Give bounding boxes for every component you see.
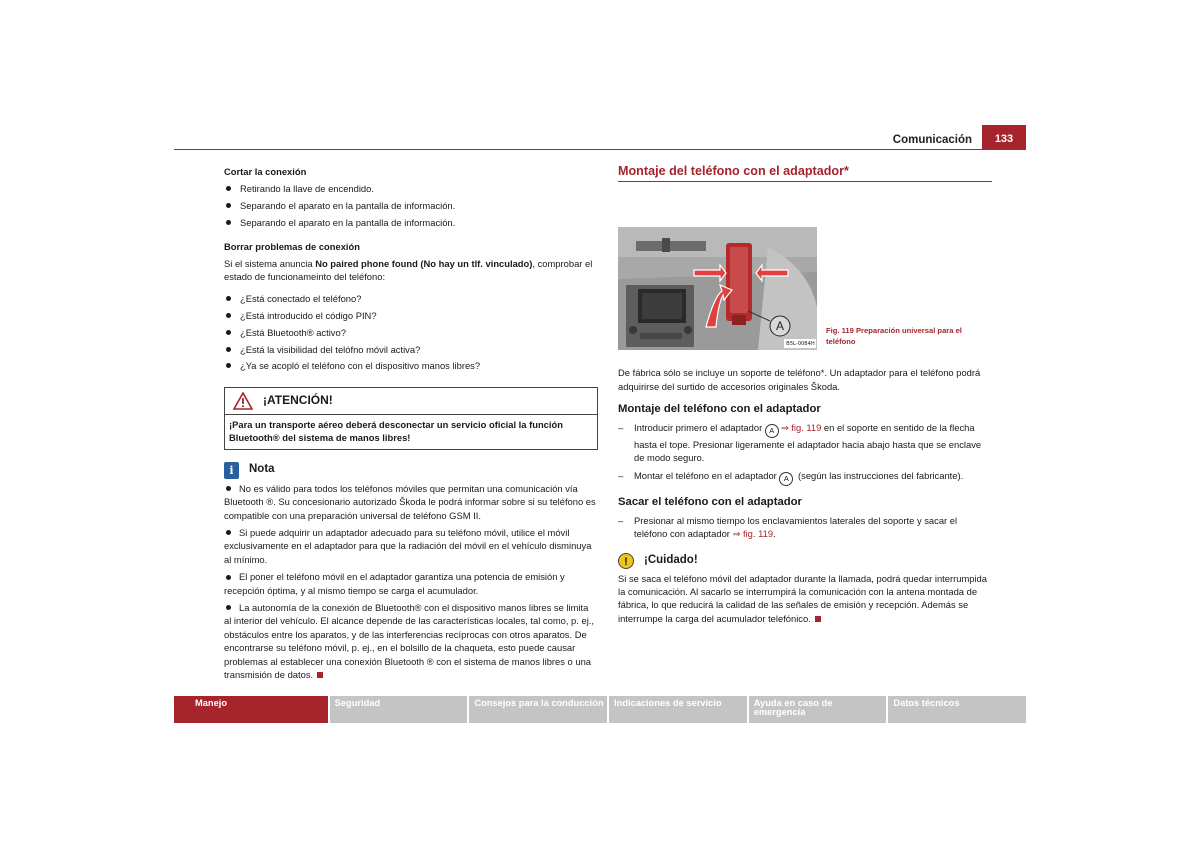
figure-label-a: A [775, 319, 784, 334]
caution-text: Si se saca el teléfono móvil del adaptador durante la llamada, podrá quedar interrumpida la comunicación. Al sacarlo se interrumpirá la comunicación con la antena montada de fábrica, lo que reducirá la calidad de las señales de emisión y recepción. Además se interrumpe la carga del acumulador telefónico. [618, 572, 987, 624]
tab-manejo[interactable]: Manejo [174, 696, 328, 723]
info-icon: i [224, 462, 239, 479]
note-item: La autonomía de la conexión de Bluetooth® con el dispositivo manos libres se limita al interior del vehículo. El alcance depende de las características locales, tal como, p. ej., obstáculos entre los aparatos, y de las interferencias recíprocas con otros aparatos. De encontrarse su teléfono móvil, p. ej., en el bolsillo de la chaqueta, esto puede causar problemas al establecer una conexión Bluetooth ® con el sistema de manos libres o una transmisión de datos. [224, 601, 594, 680]
tab-seguridad[interactable]: Seguridad [330, 696, 468, 723]
tab-ayuda[interactable]: Ayuda en caso de emergencia [749, 696, 887, 723]
borrar-title: Borrar problemas de conexión [224, 240, 360, 252]
left-column [224, 165, 598, 689]
cortar-list [224, 182, 598, 229]
warning-title: ¡ATENCIÓN! [263, 393, 333, 408]
tab-datos[interactable]: Datos técnicos [888, 696, 1026, 723]
sacar-title: Sacar el teléfono con el adaptador [618, 496, 802, 509]
list-item: ¿Está introducido el código PIN? [224, 309, 598, 322]
sacar-step: – Presionar al mismo tiempo los enclavamientos laterales del soporte y sacar el teléfono con adaptador ⇒ fig. 119. [618, 514, 992, 541]
header-rule [174, 149, 1026, 150]
figure [618, 195, 992, 351]
note-list [224, 482, 598, 682]
warning-box [224, 387, 598, 450]
figure-link[interactable]: ⇒ fig. 119 [780, 421, 822, 433]
chapter-tabs [174, 696, 1026, 723]
list-item: ¿Está conectado el teléfono? [224, 292, 598, 305]
section-rule [618, 181, 992, 182]
running-header-title: Comunicación [892, 134, 972, 146]
figure-link[interactable]: ⇒ fig. 119 [732, 528, 774, 540]
caution-header [618, 553, 992, 569]
warning-text: ¡Para un transporte aéreo deberá desconectar un servicio oficial la función Bluetooth® del sistema de manos libres! [229, 418, 563, 444]
note-item: El poner el teléfono móvil en el adaptador garantiza una potencia de emisión y recepción óptima, y al mismo tiempo se carga el acumulador. [224, 571, 565, 596]
check-list [224, 292, 598, 373]
montaje-title: Montaje del teléfono con el adaptador [618, 403, 821, 416]
section-title: Montaje del teléfono con el adaptador* [618, 164, 849, 178]
list-item: ¿Está la visibilidad del telófno móvil activa? [224, 343, 598, 356]
figure-code: B5L-0084H [786, 341, 815, 348]
label-a-icon: A [765, 424, 779, 438]
note-item: No es válido para todos los teléfonos móviles que permitan una comunicación vía Bluetooth ®. Su concesionario autorizado Škoda le podrá informar sobre si su teléfono es compatible con una preparación universal de teléfono GSM II. [224, 482, 596, 521]
list-item: Separando el aparato en la pantalla de información. [224, 216, 598, 229]
sacar-steps [618, 514, 992, 541]
figure-caption: Fig. 119 Preparación universal para el teléfono [826, 326, 962, 346]
label-a-icon: A [779, 472, 793, 486]
right-column [618, 165, 992, 630]
warning-header [225, 388, 597, 415]
intro-paragraph: De fábrica sólo se incluye un soporte de teléfono*. Un adaptador para el teléfono podrá adquirirse del surtido de accesorios originales Škoda. [618, 367, 981, 392]
list-item: ¿Ya se acopló el teléfono con el dispositivo manos libres? [224, 359, 598, 372]
montaje-step-2: – Montar el teléfono en el adaptador A (según las instrucciones del fabricante). [618, 469, 992, 486]
list-item: ¿Está Bluetooth® activo? [224, 326, 598, 339]
caution-title: ¡Cuidado! [644, 553, 698, 566]
note-item: Si puede adquirir un adaptador adecuado para su teléfono móvil, utilice el móvil exclusivamente en el adaptador para que la radiación del móvil en el vehículo disminuya al mínimo. [224, 526, 592, 565]
montaje-step-1: – Introducir primero el adaptador A ⇒ fig. 119 en el soporte en sentido de la flecha hasta el tope. Presionar ligeramente el adaptador hacia abajo hasta que se enclave de modo seguro. [618, 421, 992, 465]
montaje-steps [618, 421, 992, 487]
list-item: Separando el aparato en la pantalla de información. [224, 199, 598, 212]
borrar-intro: Si el sistema anuncia No paired phone found (No hay un tlf. vinculado), comprobar el estado de funcionameinto del teléfono: [224, 258, 593, 283]
tab-indicaciones[interactable]: Indicaciones de servicio [609, 696, 747, 723]
end-marker-icon [815, 616, 821, 622]
end-marker-icon [317, 672, 323, 678]
tab-consejos[interactable]: Consejos para la conducción [469, 696, 607, 723]
note-header [224, 462, 598, 479]
cortar-title: Cortar la conexión [224, 166, 307, 177]
note-title: Nota [249, 463, 275, 476]
phone-adapter-illustration [618, 227, 817, 350]
caution-icon: ! [618, 553, 634, 569]
page-number: 133 [982, 125, 1026, 150]
warning-triangle-icon [233, 392, 253, 410]
list-item: Retirando la llave de encendido. [224, 182, 598, 195]
